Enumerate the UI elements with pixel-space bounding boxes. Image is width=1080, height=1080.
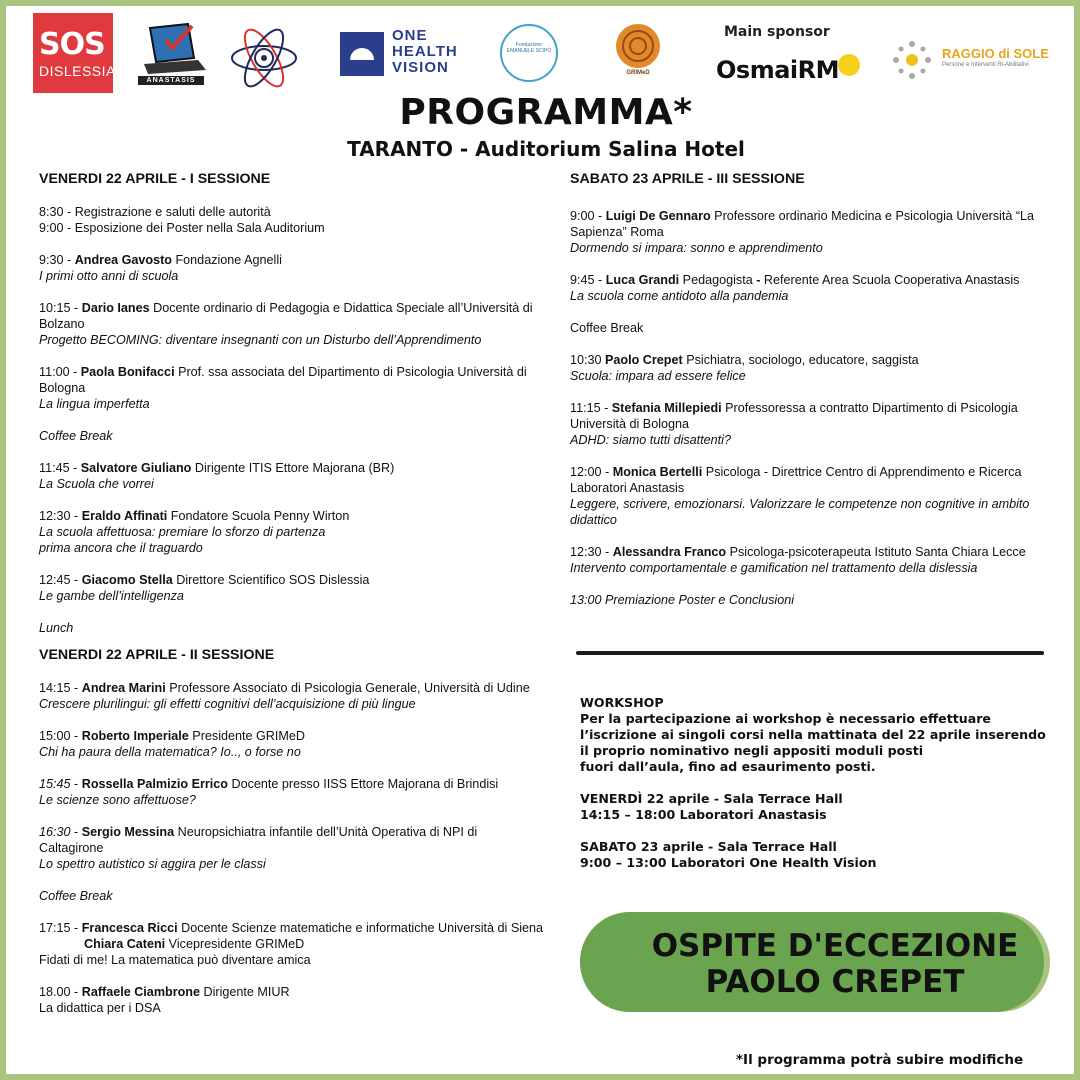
talk-title: Crescere plurilingui: gli effetti cognitivi dell’acquisizione di più lingue bbox=[39, 697, 416, 711]
brain-spiral-icon bbox=[606, 20, 670, 70]
guest-heading: OSPITE D'ECCEZIONE bbox=[651, 928, 1019, 964]
schedule-entry: 10:30 Paolo Crepet Psichiatra, sociologo, educatore, saggista bbox=[570, 353, 919, 367]
sun-dot-icon bbox=[838, 54, 860, 76]
schedule-entry: 17:15 - Francesca Ricci Docente Scienze matematiche e informatiche Università di Siena bbox=[39, 921, 544, 935]
schedule-entry: 10:15 - Dario Ianes Docente ordinario di Pedagogia e Didattica Speciale all’Università di Bolzano bbox=[39, 301, 533, 331]
schedule-entry: 11:45 - Salvatore Giuliano Dirigente ITIS Ettore Majorana (BR) bbox=[39, 461, 395, 475]
coffee-break: Coffee Break bbox=[39, 889, 113, 903]
schedule-entry-secondary: Chiara Cateni Vicepresidente GRIMeD bbox=[84, 937, 305, 951]
talk-title: I primi otto anni di scuola bbox=[39, 269, 179, 283]
sun-rays-icon bbox=[890, 38, 934, 82]
schedule-entry: 14:15 - Andrea Marini Professore Associato di Psicologia Generale, Università di Udine bbox=[39, 681, 530, 695]
coffee-break: Coffee Break bbox=[570, 321, 644, 335]
talk-title: ADHD: siamo tutti disattenti? bbox=[570, 433, 731, 447]
lunch-break: Lunch bbox=[39, 621, 74, 635]
talk-title: Intervento comportamentale e gamification nel trattamento della dislessia bbox=[570, 561, 978, 575]
raggio-di-sole-logo: RAGGIO di SOLE Persone e Interventi Ri-Abilitativi bbox=[890, 38, 1040, 82]
workshop-title: WORKSHOP bbox=[580, 695, 664, 710]
main-sponsor-label: Main sponsor bbox=[724, 24, 830, 40]
fondazione-emanuele-scipo-logo: Fondazione EMANUELE SCIPO bbox=[500, 24, 558, 82]
grimed-logo: GRIMeD bbox=[606, 20, 670, 84]
schedule-entry: 12:45 - Giacomo Stella Direttore Scientifico SOS Dislessia bbox=[39, 573, 370, 587]
schedule-entry: 12:30 - Alessandra Franco Psicologa-psicoterapeuta Istituto Santa Chiara Lecce bbox=[570, 545, 1026, 559]
schedule-entry: 15:00 - Roberto Imperiale Presidente GRIMeD bbox=[39, 729, 305, 743]
workshop-slot: 9:00 – 13:00 Laboratori One Health Vision bbox=[580, 855, 877, 870]
talk-title: Fidati di me! La matematica può diventare amica bbox=[39, 953, 311, 967]
sos-dislessia-logo: SOS DISLESSIA bbox=[33, 13, 113, 93]
workshop-day: VENERDÌ 22 aprile - Sala Terrace Hall bbox=[580, 791, 843, 806]
schedule-entry: 18.00 - Raffaele Ciambrone Dirigente MIUR bbox=[39, 985, 290, 999]
schedule-entry: 11:15 - Stefania Millepiedi Professoressa a contratto Dipartimento di Psicologia Università di Bologna bbox=[570, 401, 1018, 431]
program-left-column bbox=[39, 170, 544, 1016]
footer-note: *Il programma potrà subire modifiche bbox=[736, 1052, 1024, 1068]
talk-title: La scuola come antidoto alla pandemia bbox=[570, 289, 789, 303]
page-title: PROGRAMMA* bbox=[399, 92, 693, 133]
talk-title: La lingua imperfetta bbox=[39, 397, 150, 411]
one-health-vision-logo: ONE HEALTH VISION bbox=[340, 26, 470, 82]
schedule-entry: 12:30 - Eraldo Affinati Fondatore Scuola Penny Wirton bbox=[39, 509, 350, 523]
schedule-entry: 12:00 - Monica Bertelli Psicologa - Direttrice Centro di Apprendimento e Ricerca Laboratori Anastasis bbox=[570, 465, 1022, 495]
atom-icon bbox=[228, 22, 300, 94]
coffee-break: Coffee Break bbox=[39, 429, 113, 443]
talk-title: La Scuola che vorrei bbox=[39, 477, 154, 491]
talk-title: Le scienze sono affettuose? bbox=[39, 793, 196, 807]
session-title: VENERDI 22 APRILE - II SESSIONE bbox=[39, 647, 275, 663]
special-guest-banner bbox=[580, 912, 1050, 1012]
talk-title: Chi ha paura della matematica? Io.., o forse no bbox=[39, 745, 301, 759]
talk-title: La didattica per i DSA bbox=[39, 1001, 161, 1015]
section-divider bbox=[576, 651, 1044, 655]
talk-title: Lo spettro autistico si aggira per le classi bbox=[39, 857, 266, 871]
laptop-check-icon bbox=[136, 20, 210, 76]
talk-title: La scuola affettuosa: premiare lo sforzo di partenza bbox=[39, 525, 326, 539]
schedule-entry: 9:30 - Andrea Gavosto Fondazione Agnelli bbox=[39, 253, 282, 267]
page-subtitle: TARANTO - Auditorium Salina Hotel bbox=[347, 137, 745, 161]
talk-title: Scuola: impara ad essere felice bbox=[570, 369, 746, 383]
schedule-line: 8:30 - Registrazione e saluti delle autorità bbox=[39, 205, 271, 219]
workshop-day: SABATO 23 aprile - Sala Terrace Hall bbox=[580, 839, 837, 854]
talk-title: Dormendo si impara: sonno e apprendimento bbox=[570, 241, 823, 255]
talk-title: Progetto BECOMING: diventare insegnanti con un Disturbo dell’Apprendimento bbox=[39, 333, 482, 347]
closing-line: 13:00 Premiazione Poster e Conclusioni bbox=[570, 593, 795, 607]
session-title: VENERDI 22 APRILE - I SESSIONE bbox=[39, 171, 271, 187]
session-title: SABATO 23 APRILE - III SESSIONE bbox=[570, 171, 805, 187]
program-right-column bbox=[570, 170, 1075, 608]
talk-title: Le gambe dell’intelligenza bbox=[39, 589, 184, 603]
osmairm-logo: OsmaiRM bbox=[714, 54, 859, 88]
schedule-line: 9:00 - Esposizione dei Poster nella Sala Auditorium bbox=[39, 221, 325, 235]
talk-title: Leggere, scrivere, emozionarsi. Valorizzare le competenze non cognitive in ambito didattico bbox=[570, 497, 1030, 527]
workshop-info: WORKSHOP Per la partecipazione ai workshop è necessario effettuare l’iscrizione ai singoli corsi nella mattinata del 22 aprile inserendo il proprio nominativo negli appositi moduli posti fuori dall’aula, fino ad esaurimento posti. VENERDÌ 22 aprile - Sala Terrace Hall 14:15 – 18:00 Laboratori Anastasis SABATO 23 aprile - Sala Terrace Hall 9:00 – 13:00 Laboratori One Health Vision bbox=[580, 695, 1050, 871]
schedule-entry: 9:45 - Luca Grandi Pedagogista - Referente Area Scuola Cooperativa Anastasis bbox=[570, 273, 1020, 287]
schedule-entry: 15:45 - Rossella Palmizio Errico Docente presso IISS Ettore Majorana di Brindisi bbox=[39, 777, 499, 791]
guest-name: PAOLO CREPET bbox=[705, 964, 965, 1000]
schedule-entry: 9:00 - Luigi De Gennaro Professore ordinario Medicina e Psicologia Università “La Sapienza” Roma bbox=[570, 209, 1035, 239]
schedule-entry: 11:00 - Paola Bonifacci Prof. ssa associata del Dipartimento di Psicologia Università di Bologna bbox=[39, 365, 527, 395]
atom-logo bbox=[228, 22, 300, 94]
anastasis-logo: ANASTASIS bbox=[136, 20, 210, 92]
workshop-slot: 14:15 – 18:00 Laboratori Anastasis bbox=[580, 807, 827, 822]
ohv-mark-icon bbox=[340, 32, 384, 76]
schedule-entry: 16:30 - Sergio Messina Neuropsichiatra infantile dell’Unità Operativa di NPI di Caltagirone bbox=[39, 825, 478, 855]
talk-title: prima ancora che il traguardo bbox=[39, 541, 203, 555]
